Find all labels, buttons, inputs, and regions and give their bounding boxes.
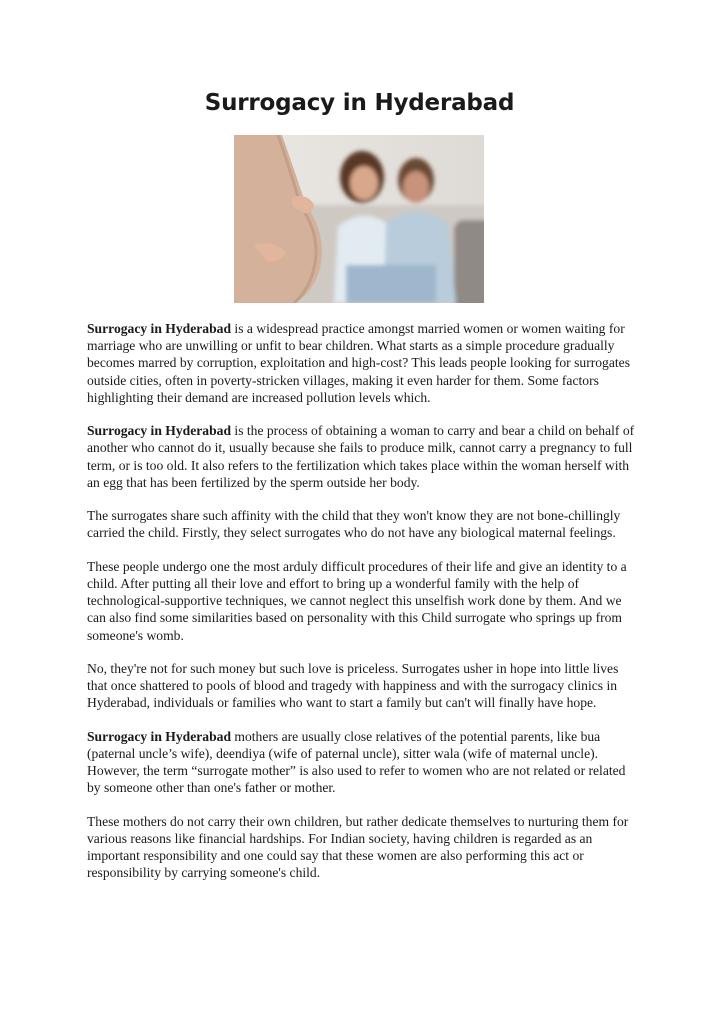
paragraph-text: The surrogates share such affinity with the child that they won't know they are not bone-chillingly carried the child. Firstly, they select surrogates who do not have any biological maternal feelings. <box>87 508 621 541</box>
page-title: Surrogacy in Hyderabad <box>204 90 515 116</box>
paragraph-lead: Surrogacy in Hyderabad <box>87 423 232 439</box>
paragraph <box>87 813 635 882</box>
paragraph-text: These mothers do not carry their own children, but rather dedicate themselves to nurturing them for various reasons like financial hardships. For Indian society, having children is regarded as an important responsibility and one could say that these women are also performing this act or responsibility by carrying someone's child. <box>87 813 629 881</box>
paragraph-text: No, they're not for such money but such love is priceless. Surrogates usher in hope into little lives that once shattered to pools of blood and tragedy with happiness and with the surrogacy clinics in Hyderabad, individuals or families who want to start a family but can't will finally have hope. <box>87 661 619 711</box>
paragraph-lead: Surrogacy in Hyderabad <box>87 321 232 336</box>
paragraph-text: These people undergo one the most arduly difficult procedures of their life and give an identity to a child. After putting all their love and effort to bring up a wonderful family with the help of technological-supportive techniques, we cannot neglect this unselfish work done by them. And we can also find some similarities based on personality with this Child surrogate who springs up from someone's womb. <box>87 558 627 643</box>
paragraph-text: is the process of obtaining a woman to carry and bear a child on behalf of another who cannot do it, usually because she fails to produce milk, cannot carry a pregnancy to full term, or is too old. It also refers to the fertilization which takes place within the woman herself with an egg that has been fertilized by the sperm outside her body. <box>87 423 635 490</box>
paragraph <box>87 320 635 406</box>
surrogacy-photo <box>234 135 484 303</box>
paragraph-text: mothers are usually close relatives of the potential parents, like bua (paternal uncle’s wife), deendiya (wife of paternal uncle), sitter wala (wife of maternal uncle). However, the term “surrogate mother” is also used to refer to women who are not related or related by someone other than one's father or mother. <box>87 728 626 796</box>
paragraph <box>87 660 635 712</box>
paragraph <box>87 728 635 797</box>
paragraph <box>87 558 635 644</box>
paragraph <box>87 507 635 541</box>
paragraph <box>87 422 635 491</box>
article-body <box>87 320 635 898</box>
paragraph-lead: Surrogacy in Hyderabad <box>87 728 232 744</box>
paragraph-text: is a widespread practice amongst married women or women waiting for marriage who are unwilling or unfit to bear children. What starts as a simple procedure gradually becomes marred by corruption, exploitation and high-cost? This leads people looking for surrogates outside cities, often in poverty-stricken villages, making it even harder for them. Some factors highlighting their demand are increased pollution levels which. <box>87 321 630 405</box>
